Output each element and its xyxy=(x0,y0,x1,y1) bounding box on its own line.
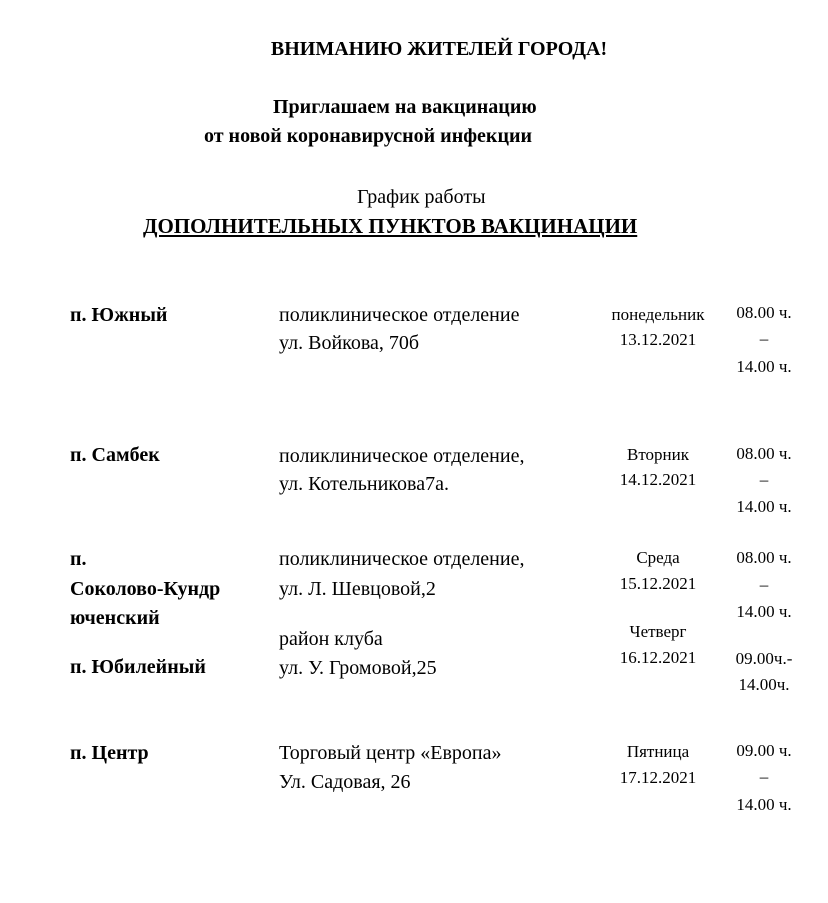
invite-line-1: Приглашаем на вакцинацию xyxy=(273,96,537,118)
address-line-2: ул. Котельникова7а. xyxy=(279,473,449,495)
weekday: Пятница xyxy=(626,742,690,761)
time-end: 14.00 ч. xyxy=(736,795,792,814)
time-line-1: 09.00ч.- xyxy=(735,649,793,668)
time-line-2: 14.00ч. xyxy=(738,675,790,694)
weekday: Четверг xyxy=(629,622,687,641)
schedule-line-1: График работы xyxy=(357,186,486,208)
address-line-1: поликлиническое отделение, xyxy=(279,548,525,570)
date: 14.12.2021 xyxy=(619,470,697,489)
date: 13.12.2021 xyxy=(619,330,697,349)
place-name: п. Юбилейный xyxy=(70,656,206,678)
time-start: 08.00 ч. xyxy=(736,444,792,463)
address-line-2: ул. Л. Шевцовой,2 xyxy=(279,578,436,600)
time-dash: – xyxy=(759,470,769,489)
weekday: понедельник xyxy=(611,305,705,324)
address-line-2: Ул. Садовая, 26 xyxy=(279,771,411,793)
weekday: Среда xyxy=(636,548,680,567)
time-dash: – xyxy=(759,575,769,594)
time-dash: – xyxy=(759,329,769,348)
time-end: 14.00 ч. xyxy=(736,357,792,376)
date: 16.12.2021 xyxy=(619,648,697,667)
place-name-line-1: п. xyxy=(70,548,87,570)
address-line-1: район клуба xyxy=(279,628,383,650)
place-name: п. Центр xyxy=(70,742,149,764)
address-line-2: ул. Войкова, 70б xyxy=(279,332,420,354)
place-name-line-2: Соколово-Кундр xyxy=(70,578,221,600)
time-end: 14.00 ч. xyxy=(736,602,792,621)
time-start: 08.00 ч. xyxy=(736,548,792,567)
date: 17.12.2021 xyxy=(619,768,697,787)
page-title: ВНИМАНИЮ ЖИТЕЛЕЙ ГОРОДА! xyxy=(270,38,608,60)
date: 15.12.2021 xyxy=(619,574,697,593)
weekday: Вторник xyxy=(627,445,689,464)
time-end: 14.00 ч. xyxy=(736,497,792,516)
time-dash: – xyxy=(759,767,769,786)
address-line-2: ул. У. Громовой,25 xyxy=(279,657,437,679)
schedule-line-2: ДОПОЛНИТЕЛЬНЫХ ПУНКТОВ ВАКЦИНАЦИИ xyxy=(143,214,638,238)
time-start: 09.00 ч. xyxy=(736,741,792,760)
address-line-1: поликлиническое отделение xyxy=(279,304,520,326)
place-name: п. Южный xyxy=(70,304,168,326)
invite-line-2: от новой коронавирусной инфекции xyxy=(204,125,533,147)
place-name: п. Самбек xyxy=(70,444,160,466)
time-start: 08.00 ч. xyxy=(736,303,792,322)
place-name-line-3: юченский xyxy=(70,607,160,629)
address-line-1: поликлиническое отделение, xyxy=(279,445,525,467)
address-line-1: Торговый центр «Европа» xyxy=(279,742,502,764)
